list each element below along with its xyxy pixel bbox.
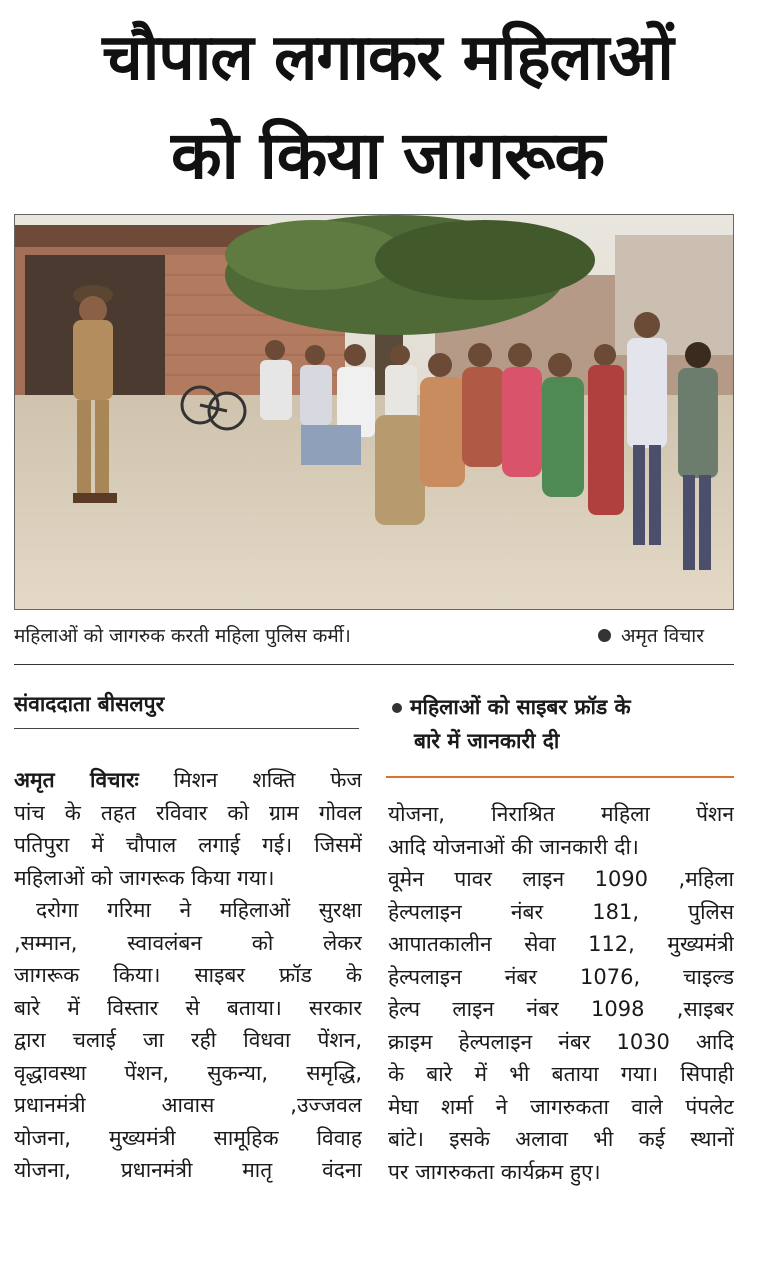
article-line: बारे में विस्तार से बताया। सरकार	[14, 995, 362, 1020]
caption-divider	[14, 664, 734, 665]
article-line: अमृत विचारः मिशन शक्ति फेज	[14, 768, 362, 792]
article-lead: अमृत विचारः	[14, 768, 139, 792]
article-line: योजना, प्रधानमंत्री मातृ वंदना	[14, 1158, 362, 1182]
photo-credit-text: अमृत विचार	[621, 625, 704, 647]
byline-divider	[14, 728, 359, 729]
headline-line-1: चौपाल लगाकर महिलाओं	[102, 21, 673, 95]
article-line: प्रधानमंत्री आवास ,उज्जवल	[14, 1093, 362, 1117]
article-line: पतिपुरा में चौपाल लगाई गई। जिसमें	[14, 833, 362, 857]
article-line: के बारे में भी बताया गया। सिपाही	[388, 1062, 734, 1086]
article-line: महिलाओं को जागरूक किया गया।	[14, 865, 275, 890]
article-line: हेल्पलाइन नंबर 181, पुलिस	[388, 899, 734, 924]
article-line: वूमेन पावर लाइन 1090 ,महिला	[388, 867, 734, 891]
bullet-icon	[392, 703, 402, 713]
article-line: जागरूक किया। साइबर फ्रॉड के	[14, 963, 362, 987]
article-line: ,सम्मान, स्वावलंबन को लेकर	[14, 930, 362, 955]
photo-credit	[598, 622, 704, 648]
headline-line-2: को किया जागरूक	[170, 117, 605, 194]
article-line: द्वारा चलाई जा रही विधवा पेंशन,	[14, 1028, 362, 1052]
subheading-line-2: बारे में जानकारी दी	[414, 729, 560, 753]
article-line: आपातकालीन सेवा 112, मुख्यमंत्री	[388, 932, 734, 956]
article-line: पर जागरुकता कार्यक्रम हुए।	[388, 1159, 601, 1184]
bullet-icon	[598, 629, 611, 642]
subheading	[392, 690, 734, 758]
article-column-1	[14, 764, 362, 1187]
article-line: हेल्पलाइन नंबर 1076, चाइल्ड	[388, 964, 734, 989]
article-line: हेल्प लाइन नंबर 1098 ,साइबर	[388, 997, 734, 1021]
article-line: क्राइम हेल्पलाइन नंबर 1030 आदि	[388, 1029, 734, 1054]
subheading-line-1: महिलाओं को साइबर फ्रॉड के	[410, 695, 631, 719]
article-column-2	[388, 798, 734, 1188]
article-line: योजना, मुख्यमंत्री सामूहिक विवाह	[14, 1125, 362, 1150]
article-line: दरोगा गरिमा ने महिलाओं सुरक्षा	[36, 898, 362, 922]
article-line: आदि योजनाओं की जानकारी दी।	[388, 834, 639, 859]
article-line: बांटे। इसके अलावा भी कई स्थानों	[388, 1127, 734, 1151]
subheading-divider	[386, 776, 734, 778]
news-photo	[14, 214, 734, 610]
article-line: मेघा शर्मा ने जागरुकता वाले पंपलेट	[388, 1094, 734, 1119]
byline: संवाददाता बीसलपुर	[14, 692, 165, 716]
article-line: वृद्धावस्था पेंशन, सुकन्या, समृद्धि,	[14, 1060, 362, 1085]
article-line: योजना, निराश्रित महिला पेंशन	[388, 802, 734, 826]
article-line: पांच के तहत रविवार को ग्राम गोवल	[14, 800, 362, 825]
photo-caption: महिलाओं को जागरुक करती महिला पुलिस कर्मी।	[14, 625, 351, 647]
